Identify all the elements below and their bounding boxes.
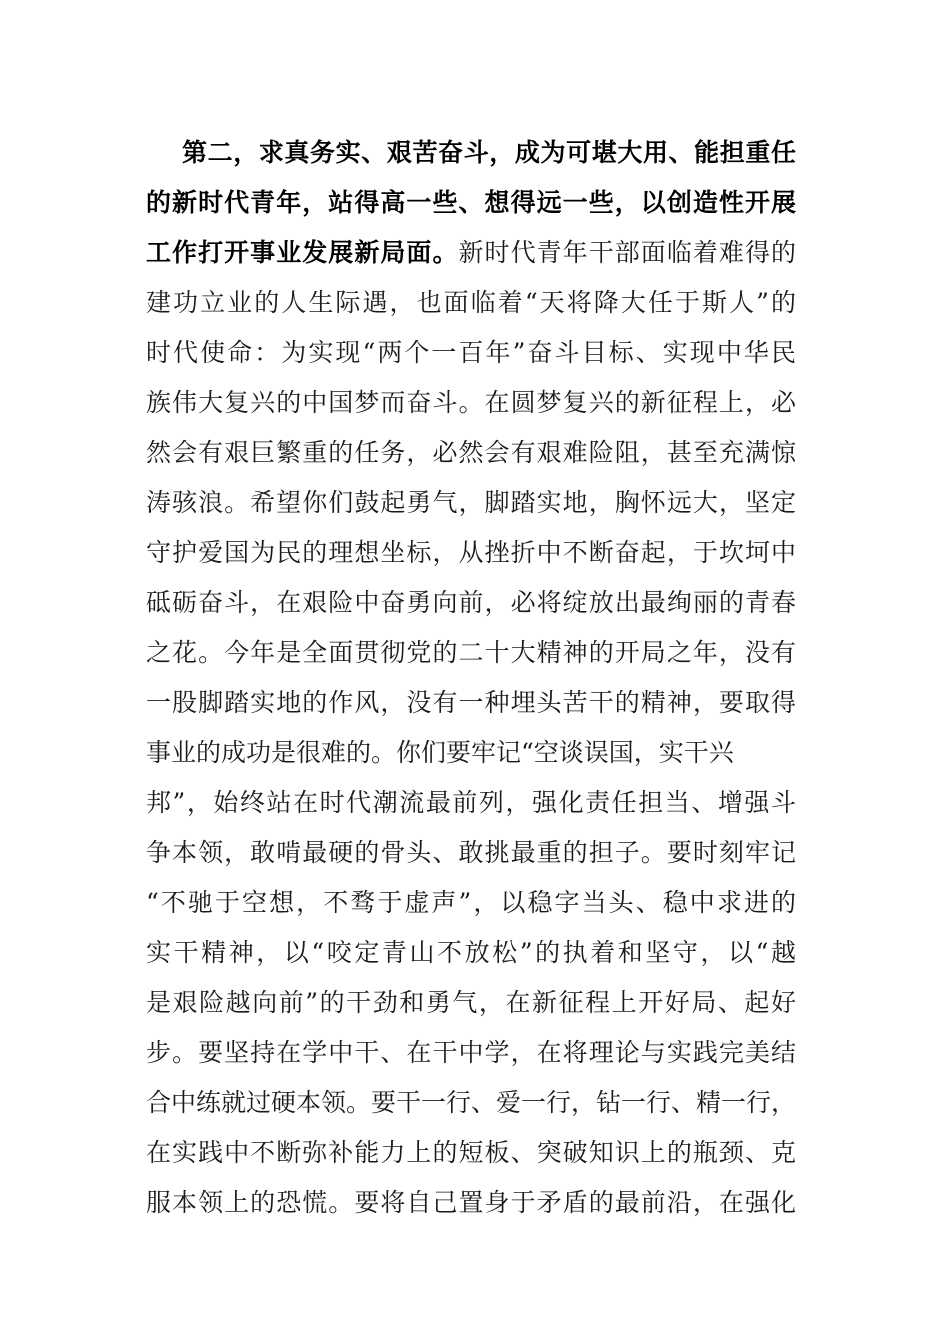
body-text: 争本领，敢啃最硬的骨头、敢挑最重的担子。要时刻牢记 bbox=[146, 838, 796, 867]
body-paragraph bbox=[146, 128, 796, 1228]
body-text: 族伟大复兴的中国梦而奋斗。在圆梦复兴的新征程上，必 bbox=[146, 388, 796, 417]
body-text: 是艰险越向前”的干劲和勇气，在新征程上开好局、起好 bbox=[146, 988, 796, 1017]
body-text: 砥砺奋斗，在艰险中奋勇向前，必将绽放出最绚丽的青春 bbox=[146, 588, 796, 617]
text-line bbox=[146, 878, 796, 928]
bold-heading-text: 第二，求真务实、艰苦奋斗，成为可堪大用、能担重任 bbox=[182, 138, 796, 167]
text-line bbox=[146, 228, 796, 278]
text-line bbox=[146, 528, 796, 578]
bold-heading-text: 的新时代青年，站得高一些、想得远一些，以创造性开展 bbox=[146, 188, 796, 217]
text-line bbox=[146, 578, 796, 628]
body-text: 步。要坚持在学中干、在干中学，在将理论与实践完美结 bbox=[146, 1038, 796, 1067]
bold-heading-text: 工作打开事业发展新局面。 bbox=[146, 238, 459, 267]
text-line bbox=[146, 1028, 796, 1078]
text-line bbox=[146, 928, 796, 978]
body-text: 涛骇浪。希望你们鼓起勇气，脚踏实地，胸怀远大，坚定 bbox=[146, 488, 796, 517]
text-line bbox=[146, 178, 796, 228]
text-line bbox=[146, 478, 796, 528]
text-line bbox=[146, 128, 796, 178]
body-text: 一股脚踏实地的作风，没有一种埋头苦干的精神，要取得 bbox=[146, 688, 796, 717]
body-text: 实干精神，以“咬定青山不放松”的执着和坚守，以“越 bbox=[146, 938, 796, 967]
text-line bbox=[146, 678, 796, 728]
body-text: 服本领上的恐慌。要将自己置身于矛盾的最前沿，在强化 bbox=[146, 1188, 796, 1217]
text-line bbox=[146, 328, 796, 378]
body-text: “不驰于空想，不骛于虚声”，以稳字当头、稳中求进的 bbox=[146, 888, 796, 917]
body-text: 在实践中不断弥补能力上的短板、突破知识上的瓶颈、克 bbox=[146, 1138, 796, 1167]
body-text: 之花。今年是全面贯彻党的二十大精神的开局之年，没有 bbox=[146, 638, 796, 667]
text-line bbox=[146, 428, 796, 478]
text-line bbox=[146, 978, 796, 1028]
text-line bbox=[146, 728, 796, 778]
text-line bbox=[146, 1178, 796, 1228]
body-text: 建功立业的人生际遇，也面临着“天将降大任于斯人”的 bbox=[146, 288, 796, 317]
body-text: 事业的成功是很难的。你们要牢记“空谈误国，实干兴 bbox=[146, 738, 734, 767]
body-text: 邦”，始终站在时代潮流最前列，强化责任担当、增强斗 bbox=[146, 788, 796, 817]
text-line bbox=[146, 828, 796, 878]
body-text: 然会有艰巨繁重的任务，必然会有艰难险阻，甚至充满惊 bbox=[146, 438, 796, 467]
text-line bbox=[146, 278, 796, 328]
body-text: 新时代青年干部面临着难得的 bbox=[458, 238, 796, 267]
text-line bbox=[146, 778, 796, 828]
body-text: 守护爱国为民的理想坐标，从挫折中不断奋起，于坎坷中 bbox=[146, 538, 796, 567]
text-line bbox=[146, 628, 796, 678]
body-text: 时代使命：为实现“两个一百年”奋斗目标、实现中华民 bbox=[146, 338, 796, 367]
text-line bbox=[146, 1078, 796, 1128]
text-line bbox=[146, 378, 796, 428]
text-line bbox=[146, 1128, 796, 1178]
body-text: 合中练就过硬本领。要干一行、爱一行，钻一行、精一行， bbox=[146, 1088, 797, 1117]
